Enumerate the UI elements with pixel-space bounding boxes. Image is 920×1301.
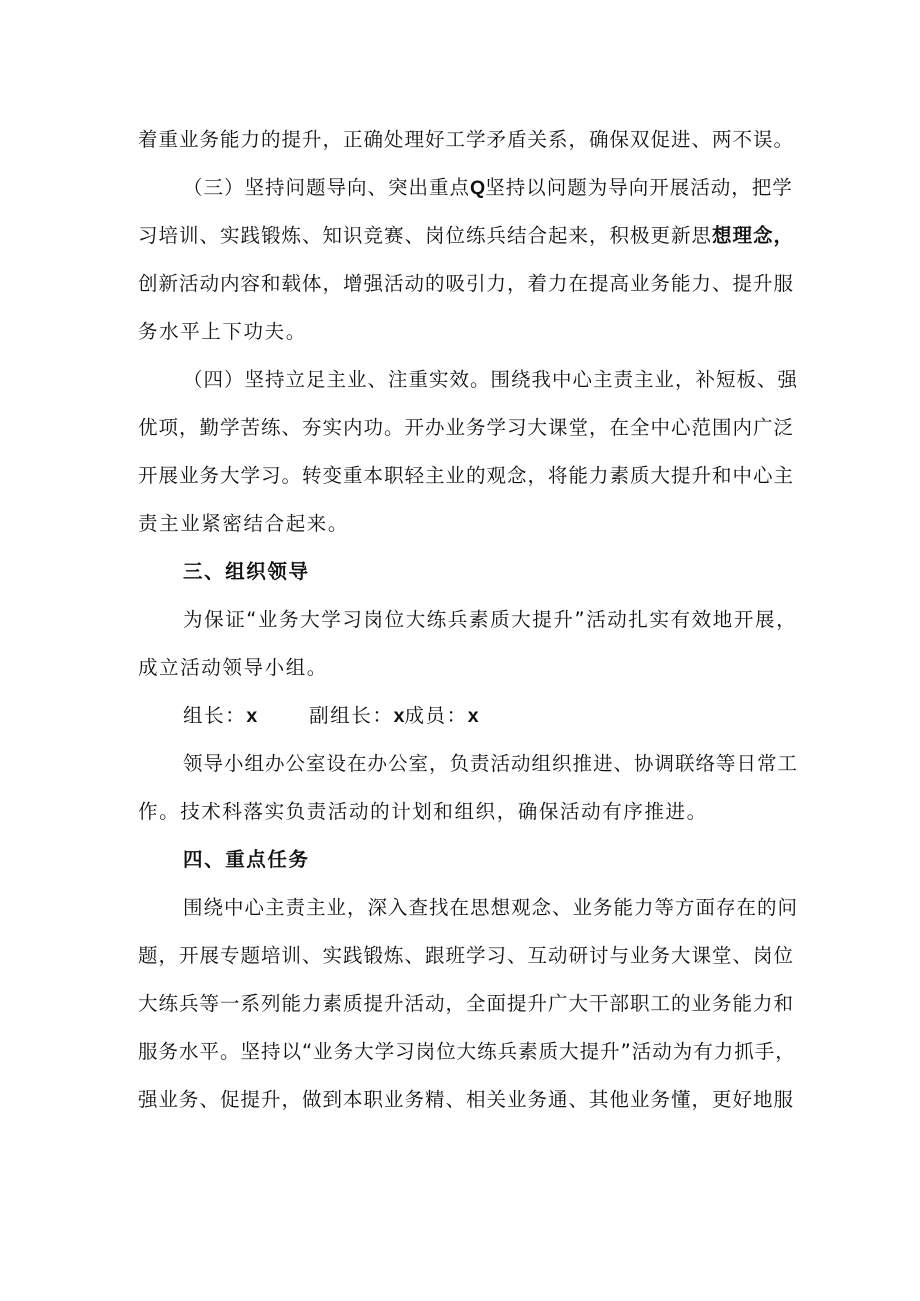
paragraph-line	[183, 608, 798, 632]
text: 着重业务能力的提升，正确处理好工学矛盾关系，确保双促进、两不误。	[138, 128, 795, 151]
text: 开展业务大学习。转变重本职轻主业的观念，将能力素质大提升和中心主	[138, 464, 795, 487]
paragraph-line	[183, 752, 798, 776]
paragraph-line	[138, 272, 798, 296]
section-heading	[183, 560, 798, 584]
paragraph-line	[138, 1088, 798, 1112]
paragraph-line	[138, 656, 798, 680]
text: 习培训、实践锻炼、知识竞赛、岗位练兵结合起来，积极更新思	[138, 224, 713, 247]
text: 为保证“业务大学习岗位大练兵素质大提升”活动扎实有效地开展，	[183, 608, 798, 631]
text: （三）坚持问题导向、突出重点	[183, 176, 471, 199]
leader-value: x	[246, 705, 258, 727]
text: 服务水平。坚持以“业务大学习岗位大练兵素质大提升”活动为有力抓手，	[138, 1040, 796, 1063]
paragraph-line	[138, 992, 798, 1016]
paragraph-line	[138, 464, 798, 488]
paragraph-line	[183, 176, 798, 200]
heading-text: 四、重点任务	[183, 848, 310, 871]
paragraph-line	[183, 896, 798, 920]
paragraph-line	[138, 224, 798, 248]
paragraph-line	[183, 368, 798, 392]
text: 优项，勤学苦练、夯实内功。开办业务学习大课堂，在全中心范围内广泛	[138, 416, 795, 439]
text: 务水平上下功夫。	[138, 320, 307, 343]
deputy-label: 副组长：	[309, 704, 394, 727]
paragraph-line	[138, 416, 798, 440]
text: 题，开展专题培训、实践锻炼、跟班学习、互动研讨与业务大课堂、岗位	[138, 944, 795, 967]
leadership-line	[183, 704, 798, 728]
q-marker: Q	[470, 177, 486, 199]
text: 成立活动领导小组。	[138, 656, 328, 679]
deputy-value: x	[393, 705, 405, 727]
text: 责主业紧密结合起来。	[138, 512, 350, 535]
bold-text: 想理念，	[712, 224, 795, 247]
text: 领导小组办公室设在办公室，负责活动组织推进、协调联络等日常工	[183, 752, 799, 775]
text: 大练兵等一系列能力素质提升活动，全面提升广大干部职工的业务能力和	[138, 992, 795, 1015]
text: 围绕中心主责主业，深入查找在思想观念、业务能力等方面存在的问	[183, 896, 799, 919]
leader-label: 组长：	[183, 704, 247, 727]
paragraph-line	[138, 800, 798, 824]
text: （四）坚持立足主业、注重实效。围绕我中心主责主业，补短板、强	[183, 368, 799, 391]
paragraph-line	[138, 944, 798, 968]
member-value: x	[467, 705, 479, 727]
member-label: 成员：	[404, 704, 468, 727]
paragraph-line	[138, 1040, 798, 1064]
section-heading	[183, 848, 798, 872]
text: 坚持以问题为导向开展活动，把学	[485, 176, 793, 199]
paragraph-line	[138, 320, 798, 344]
heading-text: 三、组织领导	[183, 560, 310, 583]
text: 作。技术科落实负责活动的计划和组织，确保活动有序推进。	[138, 800, 708, 823]
text: 创新活动内容和载体，增强活动的吸引力，着力在提高业务能力、提升服	[138, 272, 795, 295]
paragraph-line	[138, 512, 798, 536]
paragraph-line	[138, 128, 798, 152]
text: 强业务、促提升，做到本职业务精、相关业务通、其他业务懂，更好地服	[138, 1088, 795, 1111]
